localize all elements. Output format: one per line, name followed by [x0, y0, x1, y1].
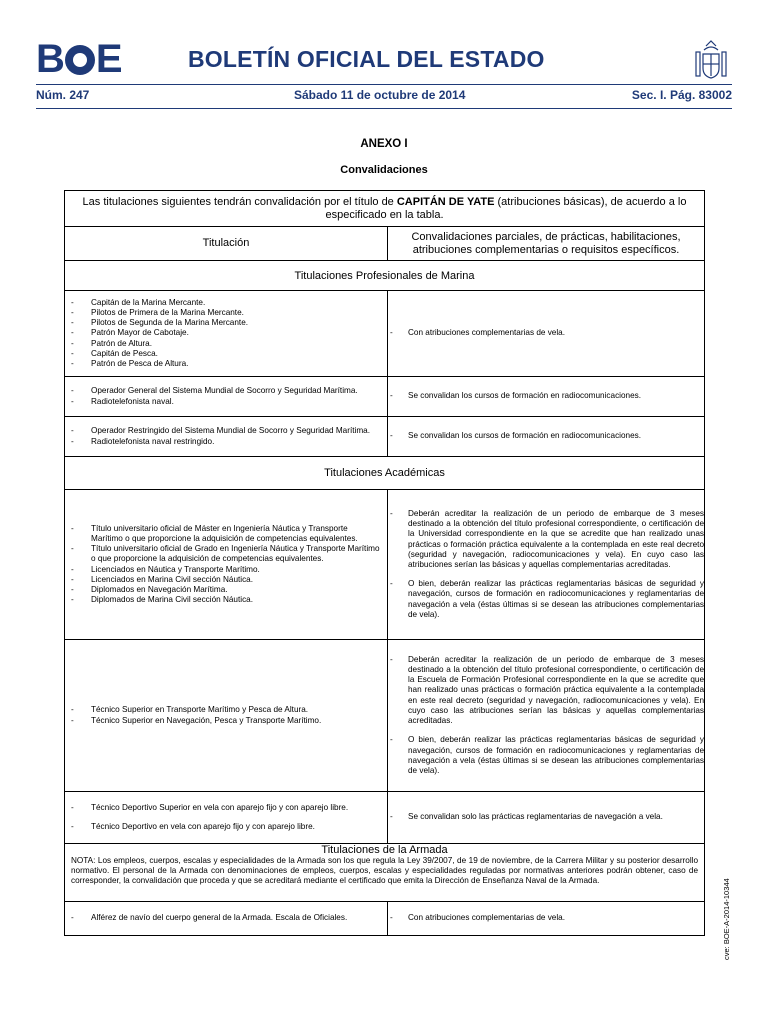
intro-text-end: (atribuciones básicas), de acuerdo a lo especificado en la tabla.	[325, 195, 687, 221]
header-top-rule	[36, 84, 732, 85]
row-convalidacion-cell	[388, 417, 705, 457]
column-header-convalidaciones: Convalidaciones parciales, de prácticas, habilitaciones, atribuciones complementarias o requisitos específicos.	[388, 227, 705, 261]
list-item: - Técnico Deportivo en vela con aparejo fijo y con aparejo libre.	[71, 822, 381, 832]
section-page: Sec. I. Pág. 83002	[631, 88, 732, 102]
list-item: - Diplomados de Marina Civil sección Náutica.	[71, 595, 381, 605]
gazette-title: BOLETÍN OFICIAL DEL ESTADO	[188, 46, 545, 72]
section-header-armada-cell	[65, 844, 705, 902]
list-item: - Patrón Mayor de Cabotaje.	[71, 328, 381, 338]
convalidation-text: - Con atribuciones complementarias de vela.	[388, 913, 704, 923]
row-titulaciones-cell	[65, 640, 388, 792]
row-titulaciones-cell	[65, 902, 388, 936]
list-item: - Alférez de navío del cuerpo general de la Armada. Escala de Oficiales.	[71, 913, 381, 923]
intro-title-bold: CAPITÁN DE YATE	[396, 195, 495, 208]
row-convalidacion-cell	[388, 902, 705, 936]
row-convalidacion-cell	[388, 291, 705, 377]
convalidation-text: - Se convalidan los cursos de formación en radiocomunicaciones.	[388, 431, 704, 441]
section-header-armada: Titulaciones de la Armada	[321, 844, 448, 856]
row-convalidacion-cell	[388, 640, 705, 792]
list-item: - Capitán de Pesca.	[71, 349, 381, 359]
list-item: - Capitán de la Marina Mercante.	[71, 298, 381, 308]
row-titulaciones-cell	[65, 377, 388, 417]
convalidation-table	[64, 190, 705, 936]
convalidation-text: - Con atribuciones complementarias de vela.	[388, 328, 704, 338]
list-item: - Patrón de Pesca de Altura.	[71, 359, 381, 369]
list-item: - Título universitario oficial de Grado en Ingeniería Náutica y Transporte Marítimo o que proporcione la adquisición de competencias equivalentes.	[71, 544, 381, 564]
list-item: - Técnico Superior en Transporte Marítimo y Pesca de Altura.	[71, 705, 381, 715]
table-row	[65, 792, 705, 844]
row-titulaciones-cell	[65, 417, 388, 457]
armada-note: NOTA: Los empleos, cuerpos, escalas y especialidades de la Armada son los que regula la Ley 39/2007, de 19 de noviembre, de la Carrera Militar y su posterior desarrollo normativo. El personal de la Armada con denominaciones de empleos, cuerpos, escalas y especialidades reguladas por normativas anteriores podrán obtener, caso de corresponder, la convalidación que proceda y que se acreditará mediante el certificado que emita la Dirección de Enseñanza Naval de la Armada.	[71, 856, 699, 885]
row-titulaciones-cell	[65, 490, 388, 640]
list-item: - Patrón de Altura.	[71, 339, 381, 349]
convalidation-text: - O bien, deberán realizar las prácticas reglamentarias básicas de seguridad y navegación, cursos de formación en radiocomunicaciones y reglamentarias de navegación a vela (éstas últimas si se desean las atribuciones complementarias de vela).	[388, 735, 704, 776]
table-row	[65, 640, 705, 792]
issue-number: Núm. 247	[36, 88, 90, 102]
row-convalidacion-cell	[388, 377, 705, 417]
list-item: - Licenciados en Marina Civil sección Náutica.	[71, 575, 381, 585]
row-titulaciones-cell	[65, 291, 388, 377]
list-item: - Operador Restringido del Sistema Mundial de Socorro y Seguridad Marítima.	[71, 426, 381, 436]
list-item: - Radiotelefonista naval.	[71, 397, 381, 407]
row-convalidacion-cell	[388, 490, 705, 640]
column-header-titulacion: Titulación	[65, 227, 388, 261]
convalidation-text: - Se convalidan los cursos de formación en radiocomunicaciones.	[388, 391, 704, 401]
table-row	[65, 291, 705, 377]
boe-logo-e: E	[95, 37, 122, 81]
convalidation-text: - Deberán acreditar la realización de un periodo de embarque de 3 meses destinado a la obtención del título profesional correspondiente, o certificación de la Escuela de Formación Profesional correspondiente en la que se acredite que han realizado unas prácticas o formación práctica equivalente a la contemplada en este real decreto (seguridad y navegación, radiocomunicaciones y vela). En cuyo caso las atribuciones serían las básicas y aquellas complementarias acreditadas.	[388, 655, 704, 726]
convalidation-text: - Deberán acreditar la realización de un periodo de embarque de 3 meses destinado a la obtención del título profesional correspondiente, o certificación de la Universidad correspondiente en la que se acredite que han realizado unas prácticas o formación práctica equivalente a la contemplada en este real decreto (seguridad y navegación, radiocomunicaciones y vela). En cuyo caso las atribuciones serían las básicas y aquellas complementarias acreditadas.	[388, 509, 704, 570]
header-bottom-rule	[36, 108, 732, 109]
header-meta	[36, 88, 732, 106]
boe-logo-b: B	[36, 37, 64, 81]
list-item: - Diplomados en Navegación Marítima.	[71, 585, 381, 595]
list-item: - Pilotos de Primera de la Marina Mercante.	[71, 308, 381, 318]
convalidation-text: - O bien, deberán realizar las prácticas reglamentarias básicas de seguridad y navegación, cursos de formación en radiocomunicaciones y reglamentarias de navegación a vela (éstas últimas si se desean las atribuciones complementarias de vela).	[388, 579, 704, 620]
boe-logo-o-icon	[65, 45, 95, 75]
coat-of-arms-icon	[692, 38, 730, 82]
boe-logo	[36, 37, 122, 81]
section-header-academicas: Titulaciones Académicas	[65, 457, 705, 490]
section-header-marina: Titulaciones Profesionales de Marina	[65, 261, 705, 291]
document-cve-id: cve: BOE-A-2014-10344	[722, 878, 731, 960]
annex-subtitle: Convalidaciones	[340, 164, 428, 176]
table-row	[65, 377, 705, 417]
annex-title: ANEXO I	[360, 138, 408, 150]
intro-text-start: Las titulaciones siguientes tendrán convalidación por el título de	[82, 195, 397, 208]
list-item: - Pilotos de Segunda de la Marina Mercante.	[71, 318, 381, 328]
row-titulaciones-cell	[65, 792, 388, 844]
table-intro	[65, 191, 705, 227]
convalidation-text: - Se convalidan solo las prácticas reglamentarias de navegación a vela.	[388, 812, 704, 822]
row-convalidacion-cell	[388, 792, 705, 844]
table-row	[65, 902, 705, 936]
list-item: - Técnico Superior en Navegación, Pesca y Transporte Marítimo.	[71, 716, 381, 726]
list-item: - Operador General del Sistema Mundial de Socorro y Seguridad Marítima.	[71, 386, 381, 396]
table-row	[65, 417, 705, 457]
list-item: - Licenciados en Náutica y Transporte Marítimo.	[71, 565, 381, 575]
issue-date: Sábado 11 de octubre de 2014	[294, 88, 466, 102]
list-item: - Técnico Deportivo Superior en vela con aparejo fijo y con aparejo libre.	[71, 803, 381, 813]
table-row	[65, 490, 705, 640]
list-item: - Título universitario oficial de Máster en Ingeniería Náutica y Transporte Marítimo o que proporcione la adquisición de competencias equivalentes.	[71, 524, 381, 544]
list-item: - Radiotelefonista naval restringido.	[71, 437, 381, 447]
